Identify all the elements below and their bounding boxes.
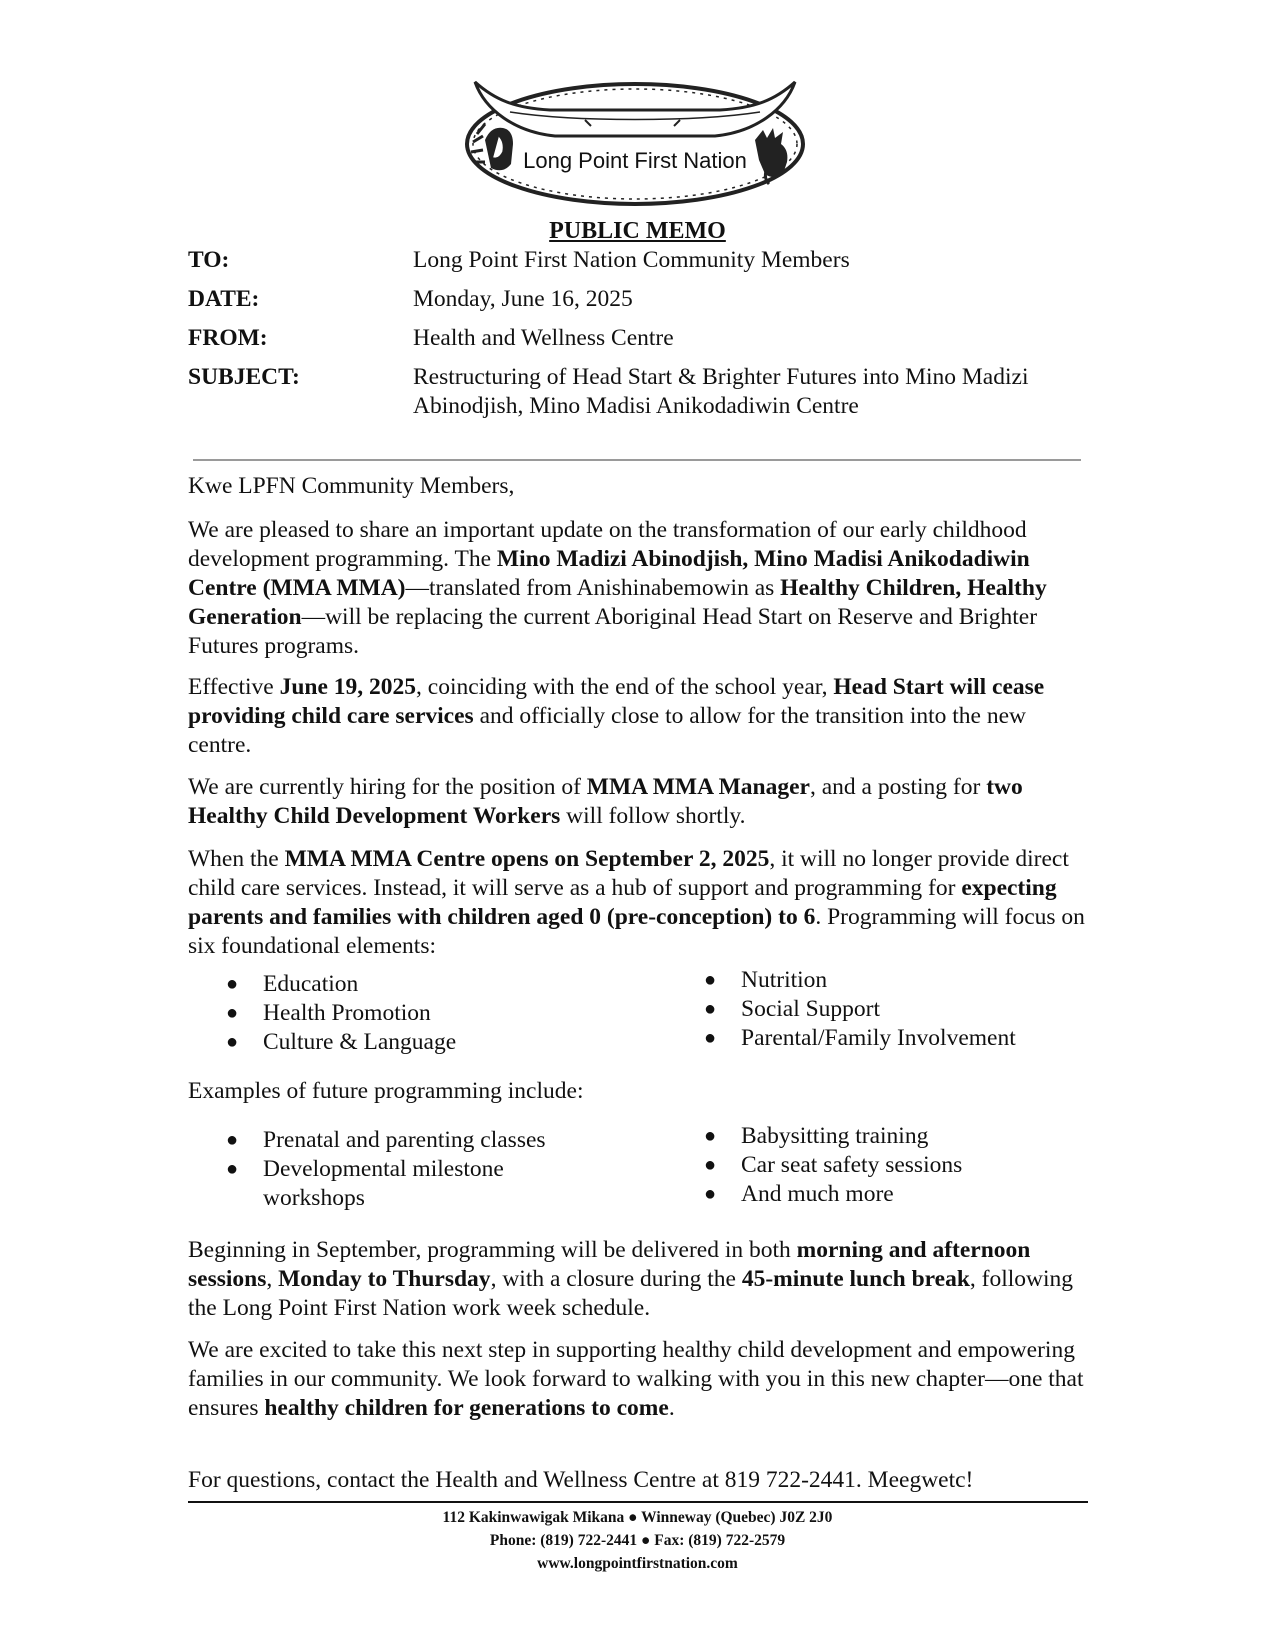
- list-item: [666, 1180, 1096, 1209]
- subject-line-2: Abinodjish, Mino Madisi Anikodadiwin Centre: [413, 393, 859, 419]
- long-point-first-nation-logo: [455, 70, 815, 212]
- p5-text-e: , with a closure during the: [490, 1266, 742, 1292]
- elements-list-left: [188, 970, 648, 1057]
- example-prenatal-classes: Prenatal and parenting classes: [263, 1127, 546, 1153]
- paragraph-hiring: [188, 773, 1093, 831]
- subject-value: [413, 363, 1093, 421]
- subject-line-1: Restructuring of Head Start & Brighter Futures into Mino Madizi: [413, 364, 1029, 390]
- bullet-icon: ●: [704, 1027, 717, 1049]
- date-label: DATE:: [188, 286, 260, 312]
- example-car-seat: Car seat safety sessions: [741, 1152, 963, 1178]
- p6-text-a: We are excited to take this next step in supporting healthy child development and empowering families in our community. We look forward to walking with you in this new chapter—one that ensures: [188, 1337, 1084, 1421]
- bullet-icon: ●: [226, 973, 239, 995]
- p4-text-c: , it will no longer provide direct child care services. Instead, it will serve as a hub of support and programming for: [188, 846, 1069, 901]
- list-item: [188, 1155, 508, 1213]
- example-much-more: And much more: [741, 1181, 894, 1207]
- examples-list-left: [188, 1126, 588, 1213]
- p3-bold-b: MMA MMA Manager: [586, 774, 810, 800]
- bullet-icon: ●: [704, 1125, 717, 1147]
- p4-text-a: When the: [188, 846, 285, 872]
- list-item: [666, 1024, 1096, 1053]
- list-item: [188, 1126, 588, 1155]
- p2-bold-d: Head Start will cease providing child care services: [188, 674, 1045, 729]
- p3-text-c: , and a posting for: [809, 774, 987, 800]
- p5-text-a: Beginning in September, programming will be delivered in both: [188, 1237, 797, 1263]
- paragraph-centre-opening: [188, 845, 1093, 961]
- bullet-icon: ●: [226, 1031, 239, 1053]
- footer-address: 112 Kakinwawigak Mikana ● Winneway (Quebec) J0Z 2J0: [442, 1509, 833, 1526]
- element-nutrition: Nutrition: [741, 967, 828, 993]
- footer-phone-fax: Phone: (819) 722-2441 ● Fax: (819) 722-2579: [489, 1532, 786, 1549]
- p2-text-c: , coinciding with the end of the school year,: [416, 674, 834, 700]
- bullet-icon: ●: [704, 998, 717, 1020]
- list-item: [666, 966, 1096, 995]
- p1-bold-d: Healthy Children, Healthy Generation: [188, 575, 1047, 630]
- paragraph-intro: [188, 516, 1093, 661]
- p6-bold-b: healthy children for generations to come: [264, 1395, 669, 1421]
- p5-bold-b: morning and afternoon sessions: [188, 1237, 1031, 1292]
- element-education: Education: [263, 971, 359, 997]
- list-item: [188, 970, 648, 999]
- paragraph-head-start-closure: [188, 673, 1093, 760]
- p4-bold-d: expecting parents and families with children aged 0 (pre-conception) to 6: [188, 875, 1057, 930]
- bullet-icon: ●: [226, 1158, 239, 1180]
- element-health-promotion: Health Promotion: [263, 1000, 431, 1026]
- p5-bold-f: 45-minute lunch break: [741, 1266, 970, 1292]
- bullet-icon: ●: [226, 1002, 239, 1024]
- bullet-icon: ●: [704, 1183, 717, 1205]
- from-value: Health and Wellness Centre: [413, 325, 674, 351]
- footer-website[interactable]: www.longpointfirstnation.com: [537, 1555, 738, 1572]
- p1-bold-b: Mino Madizi Abinodjish, Mino Madisi Anikodadiwin Centre (MMA MMA): [188, 546, 1030, 601]
- examples-intro: Examples of future programming include:: [188, 1078, 584, 1104]
- p5-text-g: , following the Long Point First Nation work week schedule.: [188, 1266, 1074, 1321]
- list-item: [666, 1151, 1096, 1180]
- memo-title: PUBLIC MEMO: [549, 218, 726, 244]
- p2-bold-b: June 19, 2025: [279, 674, 417, 700]
- p4-text-e: . Programming will focus on six foundational elements:: [188, 904, 1085, 959]
- p5-text-c: ,: [266, 1266, 279, 1292]
- subject-label: SUBJECT:: [188, 364, 300, 390]
- paragraph-schedule: [188, 1236, 1093, 1323]
- p2-text-a: Effective: [188, 674, 280, 700]
- to-label: TO:: [188, 247, 230, 273]
- example-babysitting: Babysitting training: [741, 1123, 929, 1149]
- element-culture-language: Culture & Language: [263, 1029, 457, 1055]
- element-family-involvement: Parental/Family Involvement: [741, 1025, 1016, 1051]
- element-social-support: Social Support: [741, 996, 881, 1022]
- examples-list-right: [666, 1122, 1096, 1209]
- contact-line: For questions, contact the Health and Wellness Centre at 819 722-2441. Meegwetc!: [188, 1467, 974, 1493]
- moose-icon: [755, 128, 787, 184]
- list-item: [666, 1122, 1096, 1151]
- elements-list-right: [666, 966, 1096, 1053]
- from-label: FROM:: [188, 325, 268, 351]
- bullet-icon: ●: [226, 1129, 239, 1151]
- p4-bold-b: MMA MMA Centre opens on September 2, 2025: [284, 846, 770, 872]
- list-item: [666, 995, 1096, 1024]
- chief-head-icon: [471, 124, 513, 170]
- p5-bold-d: Monday to Thursday: [278, 1266, 491, 1292]
- p1-text-c: —translated from Anishinabemowin as: [405, 575, 781, 601]
- date-value: Monday, June 16, 2025: [413, 286, 633, 312]
- p1-text-a: We are pleased to share an important update on the transformation of our early childhood development programming. The: [188, 517, 1027, 572]
- bullet-icon: ●: [704, 969, 717, 991]
- p1-text-e: —will be replacing the current Aboriginal Head Start on Reserve and Brighter Futures programs.: [188, 604, 1038, 659]
- list-item: [188, 999, 648, 1028]
- p3-text-a: We are currently hiring for the position of: [188, 774, 587, 800]
- paragraph-closing-statement: [188, 1336, 1093, 1423]
- canoe-logo-graphic: [455, 70, 815, 212]
- logo-text: Long Point First Nation: [523, 148, 747, 173]
- example-milestone-workshops: Developmental milestone workshops: [263, 1156, 504, 1211]
- list-item: [188, 1028, 648, 1057]
- header-divider: [193, 459, 1081, 461]
- p6-text-c: .: [668, 1395, 675, 1421]
- p2-text-e: and officially close to allow for the transition into the new centre.: [188, 703, 1027, 758]
- p3-text-e: will follow shortly.: [560, 803, 746, 829]
- footer-divider: [188, 1501, 1088, 1503]
- to-value: Long Point First Nation Community Members: [413, 247, 850, 273]
- bullet-icon: ●: [704, 1154, 717, 1176]
- p3-bold-d: two Healthy Child Development Workers: [188, 774, 1023, 829]
- greeting: Kwe LPFN Community Members,: [188, 473, 515, 499]
